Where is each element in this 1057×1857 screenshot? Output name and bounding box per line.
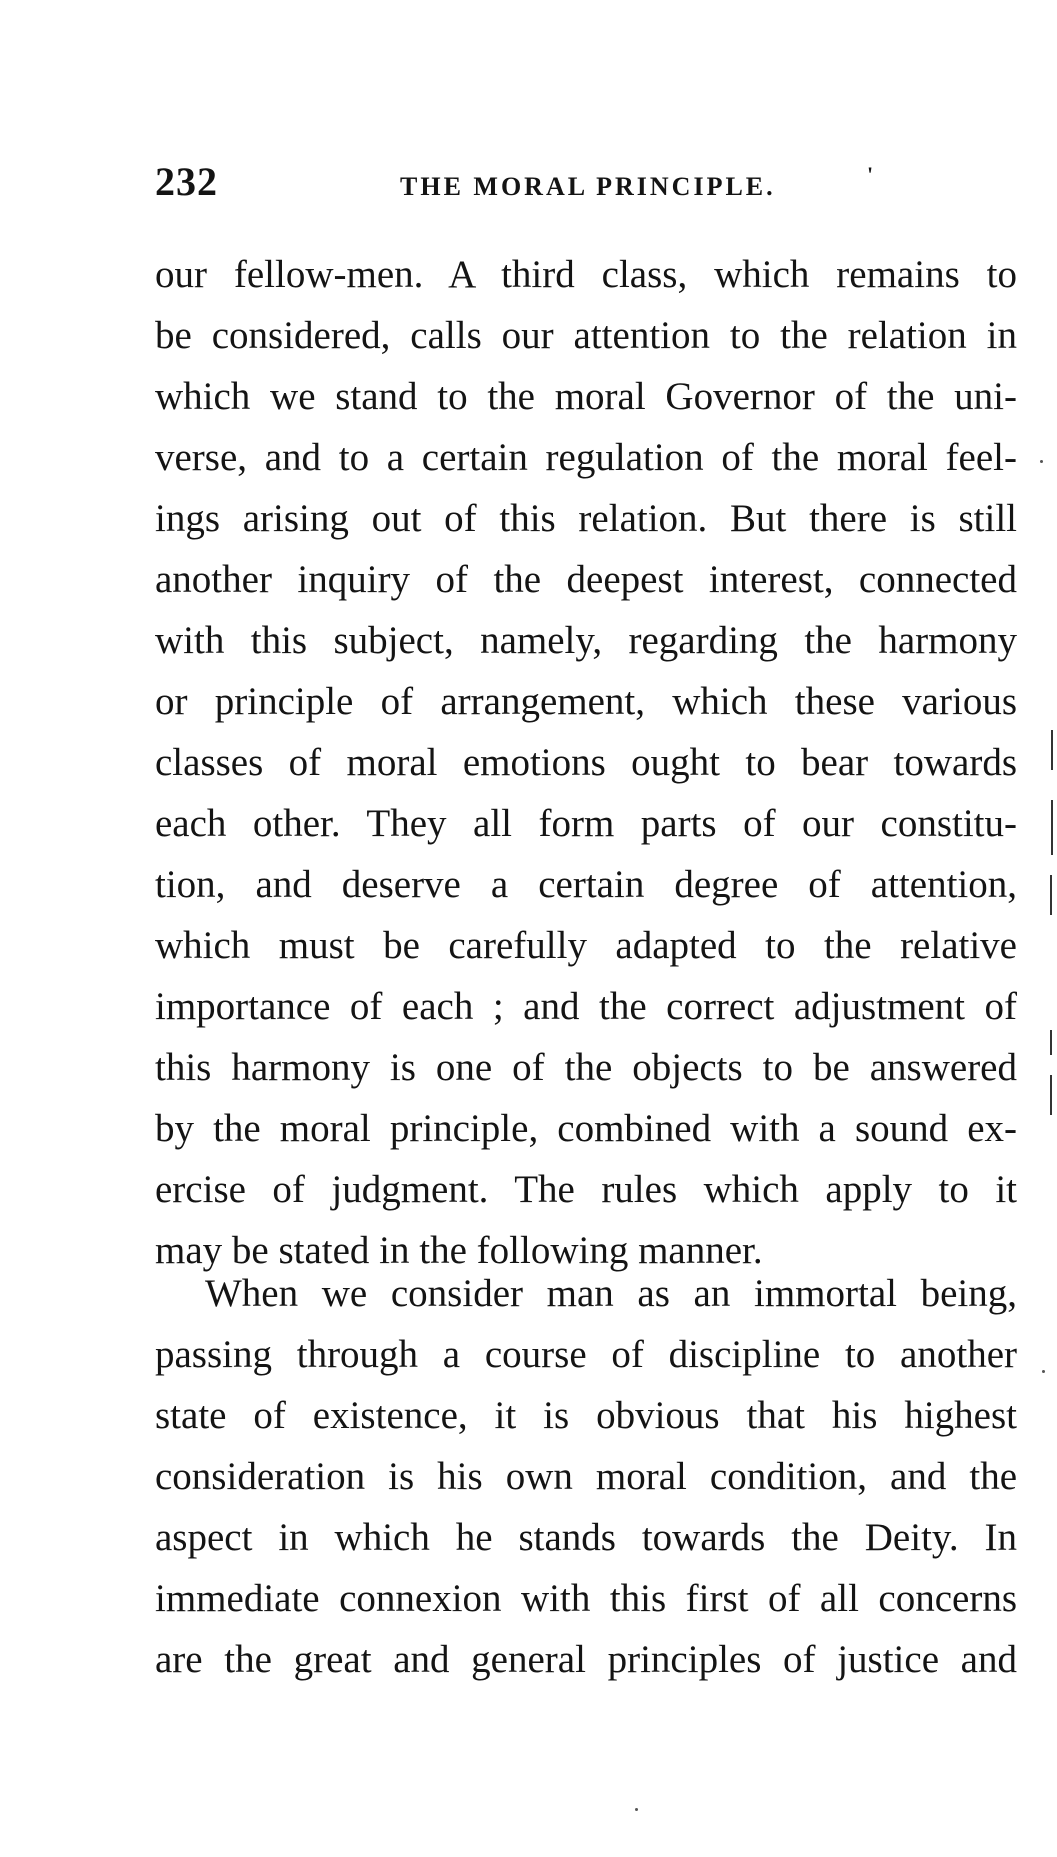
text-line: aspect in which he stands towards the Deity. In bbox=[155, 1516, 1017, 1559]
text-line: another inquiry of the deepest interest, connected bbox=[155, 558, 1017, 601]
text-line: are the great and general principles of justice and bbox=[155, 1638, 1017, 1681]
text-line: immediate connexion with this first of all concerns bbox=[155, 1577, 1017, 1620]
text-line: our fellow-men. A third class, which remains to bbox=[155, 253, 1017, 296]
text-line: this harmony is one of the objects to be answered bbox=[155, 1046, 1017, 1089]
text-line: tion, and deserve a certain degree of attention, bbox=[155, 863, 1017, 906]
text-line: which we stand to the moral Governor of the uni- bbox=[155, 375, 1017, 418]
text-line: importance of each ; and the correct adjustment of bbox=[155, 985, 1017, 1028]
text-line: each other. They all form parts of our constitu- bbox=[155, 802, 1017, 845]
scan-artifact bbox=[1051, 730, 1053, 770]
scan-artifact bbox=[1050, 875, 1052, 915]
text-line: with this subject, namely, regarding the harmony bbox=[155, 619, 1017, 662]
page-number: 232 bbox=[155, 159, 218, 204]
text-line: or principle of arrangement, which these various bbox=[155, 680, 1017, 723]
text-line: ings arising out of this relation. But there is still bbox=[155, 497, 1017, 540]
scan-artifact bbox=[1051, 800, 1053, 855]
text-line: When we consider man as an immortal being, bbox=[205, 1272, 1017, 1315]
text-line: be considered, calls our attention to the relation in bbox=[155, 314, 1017, 357]
paragraph-1 bbox=[155, 244, 1017, 1281]
scan-speck bbox=[1042, 1370, 1045, 1373]
text-line: consideration is his own moral condition, and the bbox=[155, 1455, 1017, 1498]
page-header bbox=[155, 158, 1025, 208]
text-line: ercise of judgment. The rules which apply to it bbox=[155, 1168, 1017, 1211]
text-line: may be stated in the following manner. bbox=[155, 1229, 763, 1272]
text-line: verse, and to a certain regulation of the moral feel- bbox=[155, 436, 1017, 479]
scan-speck bbox=[1040, 460, 1043, 463]
text-line: classes of moral emotions ought to bear towards bbox=[155, 741, 1017, 784]
paragraph-2 bbox=[155, 1263, 1017, 1690]
scan-artifact bbox=[1050, 1030, 1052, 1055]
text-line: passing through a course of discipline to another bbox=[155, 1333, 1017, 1376]
scan-artifact bbox=[1050, 1075, 1052, 1115]
text-line: which must be carefully adapted to the relative bbox=[155, 924, 1017, 967]
scan-speck bbox=[635, 1808, 638, 1811]
text-line: state of existence, it is obvious that his highest bbox=[155, 1394, 1017, 1437]
text-line: by the moral principle, combined with a sound ex- bbox=[155, 1107, 1017, 1150]
running-head: THE MORAL PRINCIPLE. bbox=[400, 172, 776, 201]
header-mark: ' bbox=[867, 162, 874, 187]
